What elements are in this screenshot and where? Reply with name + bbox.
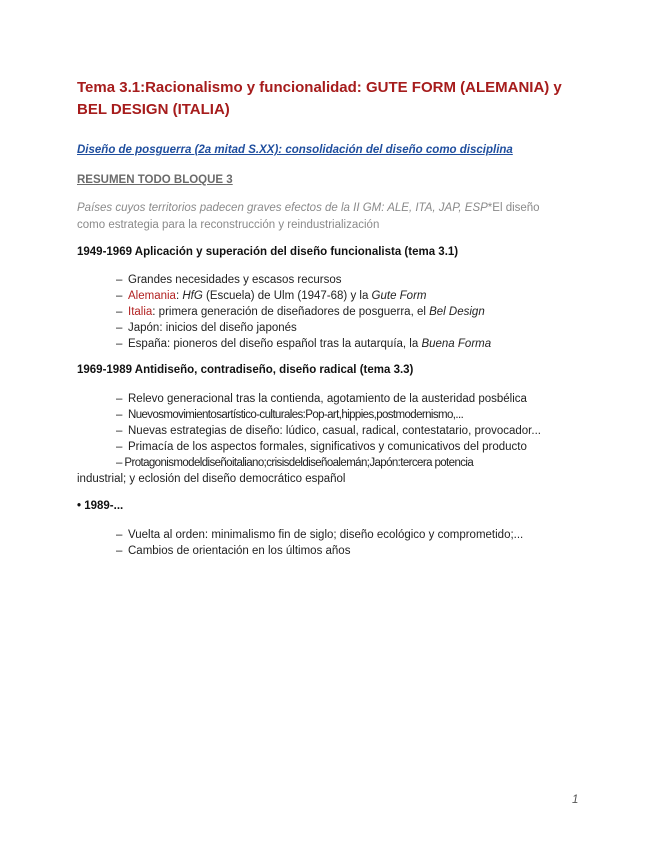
wrapped-line-2: industrial; y eclosión del diseño democrático español: [77, 473, 346, 485]
subtitle-link[interactable]: Diseño de posguerra (2a mitad S.XX): consolidación del diseño como disciplina: [77, 144, 513, 156]
list-item: – Nuevas estrategias de diseño: lúdico, casual, radical, contestatario, provocador...: [116, 423, 541, 439]
list-item: – Relevo generacional tras la contienda, agotamiento de la austeridad posbélica: [116, 391, 541, 407]
section-list-1989: [116, 527, 523, 559]
section-list-1949-1969: [116, 272, 491, 352]
intro-paragraph: [77, 200, 567, 234]
list-item: – Cambios de orientación en los últimos años: [116, 543, 523, 559]
wrapped-list-item: [77, 455, 547, 487]
highlight-term: Italia: [128, 306, 153, 318]
page-title: Tema 3.1:Racionalismo y funcionalidad: GUTE FORM (ALEMANIA) y BEL DESIGN (ITALIA): [77, 79, 562, 118]
section-heading-1989: • 1989-...: [77, 500, 124, 512]
list-item: – Vuelta al orden: minimalismo fin de siglo; diseño ecológico y comprometido;...: [116, 527, 523, 543]
section-heading-1969-1989: 1969-1989 Antidiseño, contradiseño, diseño radical (tema 3.3): [77, 364, 414, 376]
page-number: 1: [572, 794, 579, 806]
list-item: – Japón: inicios del diseño japonés: [116, 320, 491, 336]
list-item: – Italia: primera generación de diseñadores de posguerra, el Bel Design: [116, 304, 491, 320]
list-item: – España: pioneros del diseño español tras la autarquía, la Buena Forma: [116, 336, 491, 352]
list-item: – Alemania: HfG (Escuela) de Ulm (1947-68) y la Gute Form: [116, 288, 491, 304]
section-heading-1949-1969: 1949-1969 Aplicación y superación del diseño funcionalista (tema 3.1): [77, 246, 459, 258]
intro-normal-text: *El diseño como estrategia para la reconstrucción y reindustrialización: [77, 202, 540, 231]
list-item: – Grandes necesidades y escasos recursos: [116, 272, 491, 288]
section-list-1969-1989: [116, 391, 541, 455]
intro-italic-text: Países cuyos territorios padecen graves efectos de la II GM: ALE, ITA, JAP, ESP: [77, 202, 488, 214]
list-item: – Primacía de los aspectos formales, significativos y comunicativos del producto: [116, 439, 541, 455]
italic-term: Gute Form: [371, 290, 427, 302]
summary-heading: RESUMEN TODO BLOQUE 3: [77, 174, 233, 186]
list-item: – Nuevosmovimientosartístico-culturales:Pop-art,hippies,postmodernismo,...: [116, 407, 541, 423]
italic-term: Buena Forma: [421, 338, 492, 350]
highlight-term: Alemania: [128, 290, 176, 302]
italic-term: Bel Design: [429, 306, 485, 318]
italic-term: HfG: [182, 290, 203, 302]
wrapped-line-1: – Protagonismodeldiseñoitaliano;crisisdeldiseñoalemán;Japón:tercera potencia: [116, 457, 474, 469]
